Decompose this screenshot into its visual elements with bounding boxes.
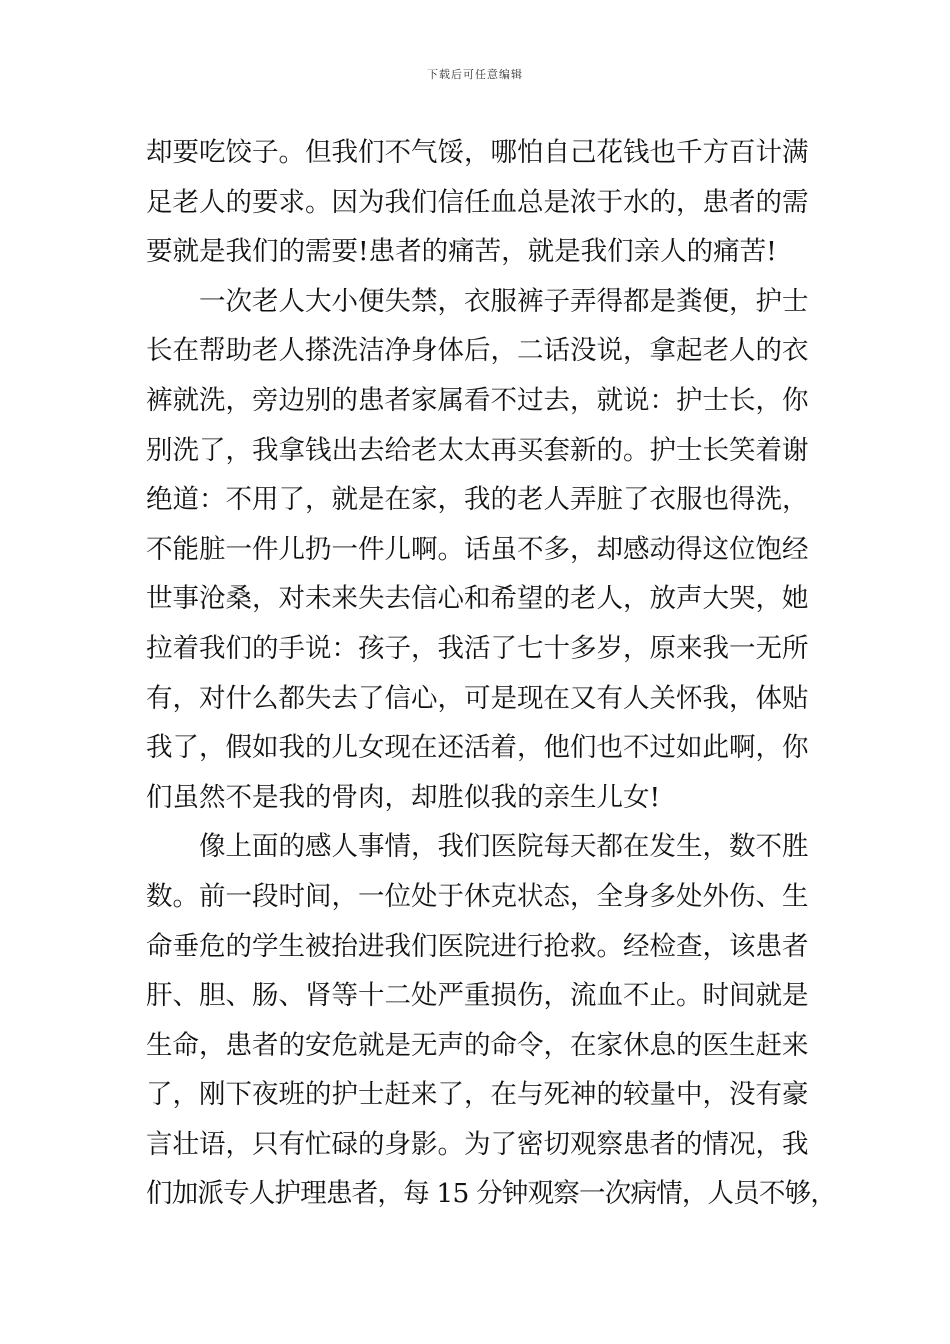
text-line: 了，刚下夜班的护士赶来了，在与死神的较量中，没有豪: [146, 1079, 809, 1111]
text-line: 别洗了，我拿钱出去给老太太再买套新的。护士长笑着谢: [146, 434, 809, 466]
body-text: [146, 128, 836, 1219]
page-header: 下载后可任意编辑: [427, 68, 523, 81]
text-line: 绝道：不用了，就是在家，我的老人弄脏了衣服也得洗，: [146, 484, 809, 516]
text-line: 要就是我们的需要!患者的痛苦，就是我们亲人的痛苦!: [146, 236, 777, 268]
text-line: 命垂危的学生被抬进我们医院进行抢救。经检查，该患者: [146, 930, 809, 962]
text-line: 足老人的要求。因为我们信任血总是浓于水的，患者的需: [146, 186, 809, 218]
text-line: 裤就洗，旁边别的患者家属看不过去，就说：护士长，你: [146, 384, 809, 416]
text-line: 数。前一段时间，一位处于休克状态，全身多处外伤、生: [146, 880, 809, 912]
text-line: 言壮语，只有忙碌的身影。为了密切观察患者的情况，我: [146, 1128, 809, 1160]
text-line: 长在帮助老人搽洗洁净身体后，二话没说，拿起老人的衣: [146, 335, 809, 367]
text-line: 生命，患者的安危就是无声的命令，在家休息的医生赶来: [146, 1029, 809, 1061]
text-line: 们加派专人护理患者，每 15 分钟观察一次病情，人员不够，: [146, 1178, 837, 1210]
text-line: 我了，假如我的儿女现在还活着，他们也不过如此啊，你: [146, 732, 809, 764]
paragraph-first-line: 一次老人大小便失禁，衣服裤子弄得都是粪便，护士: [199, 285, 809, 317]
text-line: 不能脏一件儿扔一件儿啊。话虽不多，却感动得这位饱经: [146, 533, 809, 565]
text-line: 世事沧桑，对未来失去信心和希望的老人，放声大哭，她: [146, 583, 809, 615]
text-line: 有，对什么都失去了信心，可是现在又有人关怀我，体贴: [146, 682, 809, 714]
text-line: 肝、胆、肠、肾等十二处严重损伤，流血不止。时间就是: [146, 980, 809, 1012]
text-line: 们虽然不是我的骨肉，却胜似我的亲生儿女!: [146, 781, 661, 813]
text-line: 却要吃饺子。但我们不气馁，哪怕自己花钱也千方百计满: [146, 137, 809, 168]
text-line: 拉着我们的手说：孩子，我活了七十多岁，原来我一无所: [146, 632, 809, 664]
paragraph-first-line: 像上面的感人事情，我们医院每天都在发生，数不胜: [199, 831, 809, 863]
